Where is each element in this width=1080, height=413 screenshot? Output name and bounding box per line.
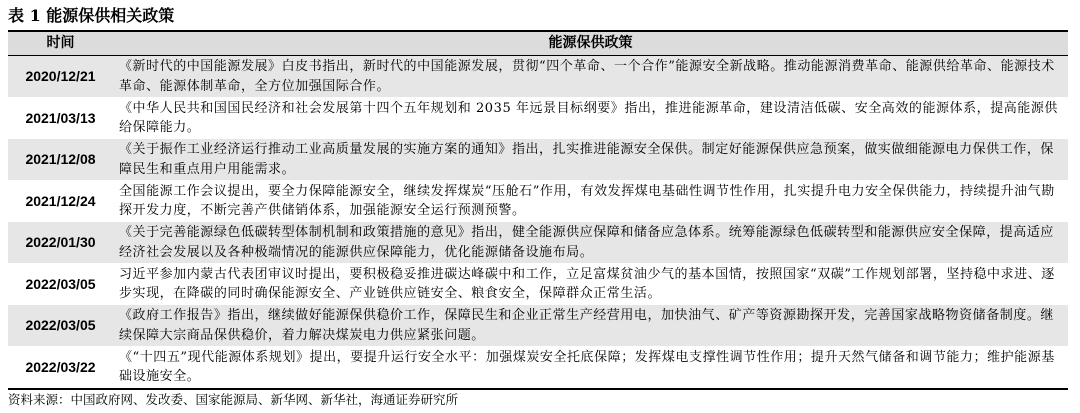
table-title: 表 1 能源保供相关政策 — [8, 6, 175, 25]
row-date: 2021/12/08 — [25, 151, 96, 168]
table-row — [8, 264, 1068, 306]
row-date: 2022/03/05 — [25, 275, 96, 292]
header-policy: 能源保供政策 — [548, 35, 633, 51]
table-row — [8, 139, 1068, 181]
row-policy-text: 《新时代的中国能源发展》白皮书指出，新时代的中国能源发展，贯彻“四个革命、一个合作”能源安全新战略。推动能源消费革命、能源供给革命、能源技术革命、能源体制革命，全方位加强国际合作。 — [119, 59, 1055, 94]
row-policy-text: 《关于完善能源绿色低碳转型体制机制和政策措施的意见》指出，健全能源供应保障和储备应急体系。统筹能源绿色低碳转型和能源供应安全保障，提高适应经济社会发展以及各种极端情况的能源供应保障能力，优化能源储备设施布局。 — [119, 225, 1054, 260]
row-policy-text: 习近平参加内蒙古代表团审议时提出，要积极稳妥推进碳达峰碳中和工作，立足富煤贫油少气的基本国情，按照国家“双碳”工作规划部署，坚持稳中求进、逐步实现，在降碳的同时确保能源安全、产业链供应链安全、粮食安全，保障群众正常生活。 — [119, 266, 1055, 301]
table-row — [8, 305, 1068, 347]
table-row — [8, 98, 1068, 140]
row-date: 2020/12/21 — [25, 68, 96, 85]
bottom-rule — [8, 388, 1068, 390]
row-policy-text: 《中华人民共和国国民经济和社会发展第十四个五年规划和 2035 年远景目标纲要》指出，推进能源革命，建设清洁低碳、安全高效的能源体系，提高能源供给保障能力。 — [119, 100, 1058, 135]
row-policy-text: 《关于振作工业经济运行推动工业高质量发展的实施方案的通知》指出，扎实推进能源安全保供。制定好能源保供应急预案，做实做细能源电力保供工作，保障民生和重点用户用能需求。 — [119, 142, 1054, 177]
header-time: 时间 — [46, 35, 75, 51]
table-row — [8, 222, 1068, 264]
row-date: 2022/01/30 — [25, 234, 96, 251]
row-policy-text: 《政府工作报告》指出，继续做好能源保供稳价工作，保障民生和企业正常生产经营用电，加快油气、矿产等资源勘探开发，完善国家战略物资储备制度。继续保障大宗商品保供稳价，着力解决煤炭电力供应紧张问题。 — [119, 308, 1054, 343]
row-policy-text: 《“十四五”现代能源体系规划》提出，要提升运行安全水平：加强煤炭安全托底保障；发挥煤电支撑性调节性作用；提升天然气储备和调节能力；维护能源基础设施安全。 — [119, 349, 1055, 384]
row-date: 2021/12/24 — [25, 192, 96, 209]
table-body — [8, 56, 1068, 388]
row-date: 2022/03/05 — [25, 317, 96, 334]
table-row — [8, 181, 1068, 223]
table-row — [8, 347, 1068, 389]
row-date: 2022/03/22 — [25, 358, 96, 375]
row-date: 2021/03/13 — [25, 109, 96, 126]
source-note: 资料来源：中国政府网、发改委、国家能源局、新华网、新华社，海通证券研究所 — [8, 392, 459, 407]
table-row — [8, 56, 1068, 98]
row-policy-text: 全国能源工作会议提出，要全力保障能源安全，继续发挥煤炭“压舱石”作用，有效发挥煤电基础性调节性作用，扎实提升电力安全保供能力，持续提升油气勘探开发力度，不断完善产供储销体系，加强能源安全运行预测预警。 — [119, 183, 1055, 218]
table-header — [8, 32, 1068, 56]
